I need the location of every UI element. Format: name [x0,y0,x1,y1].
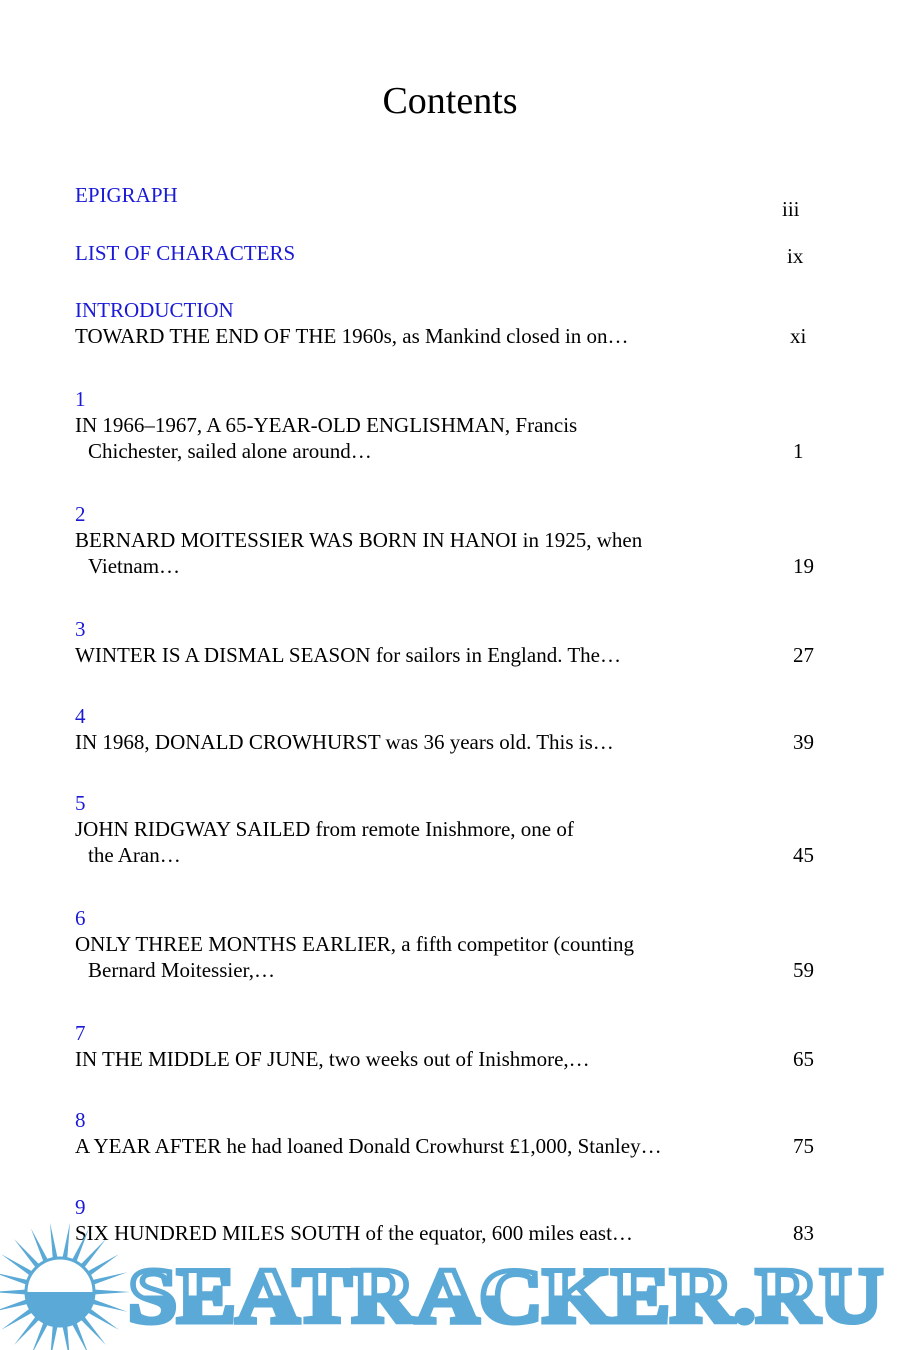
toc-description: JOHN RIDGWAY SAILED from remote Inishmore, one of [75,817,574,841]
toc-entry-introduction [75,297,820,349]
page-title: Contents [382,80,518,122]
toc-description: IN 1968, DONALD CROWHURST was 36 years old. This is… [75,730,614,754]
toc-description: BERNARD MOITESSIER WAS BORN IN HANOI in 1925, when [75,528,643,552]
toc-link-chapter-4[interactable]: 4 [75,704,86,728]
toc-link-chapter-5[interactable]: 5 [75,791,86,815]
toc-description-continued: Vietnam… [88,554,181,578]
page-number: 45 [793,843,814,867]
toc-link-chapter-6[interactable]: 6 [75,906,86,930]
toc-link-chapter-8[interactable]: 8 [75,1108,86,1132]
page-number: xi [790,324,807,348]
toc-link-introduction[interactable]: INTRODUCTION [75,298,234,322]
sun-icon [0,1223,130,1350]
toc-description: IN THE MIDDLE OF JUNE, two weeks out of Inishmore,… [75,1047,590,1071]
toc-description-continued: Bernard Moitessier,… [88,958,275,982]
toc-entry-chapter-6 [75,905,820,983]
toc-description: WINTER IS A DISMAL SEASON for sailors in England. The… [75,643,621,667]
toc-description-continued: the Aran… [88,843,181,867]
toc-link-epigraph[interactable]: EPIGRAPH [75,183,178,207]
toc-entry-list-of-characters [75,240,820,266]
page-number: 59 [793,958,814,982]
watermark-logo [0,1200,900,1350]
toc-description: ONLY THREE MONTHS EARLIER, a fifth competitor (counting [75,932,634,956]
page-number: 65 [793,1047,814,1071]
toc-link-list-of-characters[interactable]: LIST OF CHARACTERS [75,241,296,265]
toc-description-continued: Chichester, sailed alone around… [88,439,372,463]
toc-link-chapter-3[interactable]: 3 [75,617,86,641]
sun-ray [90,1289,130,1294]
toc-entry-chapter-2 [75,501,820,579]
toc-entry-epigraph [75,182,820,208]
page-number: 83 [793,1221,814,1245]
toc-entry-chapter-1 [75,386,820,464]
page-number: ix [787,244,804,268]
page-number: 27 [793,643,814,667]
toc-link-chapter-9[interactable]: 9 [75,1195,86,1219]
toc-link-chapter-1[interactable]: 1 [75,387,86,411]
toc-entry-chapter-4 [75,703,820,755]
toc-entry-chapter-8 [75,1107,820,1159]
page-number: iii [782,197,800,221]
sun-disc [26,1258,94,1326]
toc-link-chapter-7[interactable]: 7 [75,1021,86,1045]
toc-description: IN 1966–1967, A 65-YEAR-OLD ENGLISHMAN, Francis [75,413,578,437]
toc-entry-chapter-7 [75,1020,820,1072]
toc-entry-chapter-3 [75,616,820,668]
toc-description: SIX HUNDRED MILES SOUTH of the equator, 600 miles east… [75,1221,633,1245]
page-number: 19 [793,554,814,578]
page-number: 39 [793,730,814,754]
toc-entry-chapter-5 [75,790,820,868]
watermark-text: SEATRACKER.RU [128,1252,883,1339]
page-number: 1 [793,439,804,463]
page-number: 75 [793,1134,814,1158]
toc-description: A YEAR AFTER he had loaned Donald Crowhurst £1,000, Stanley… [75,1134,662,1158]
toc-description: TOWARD THE END OF THE 1960s, as Mankind closed in on… [75,324,629,348]
toc-link-chapter-2[interactable]: 2 [75,502,86,526]
